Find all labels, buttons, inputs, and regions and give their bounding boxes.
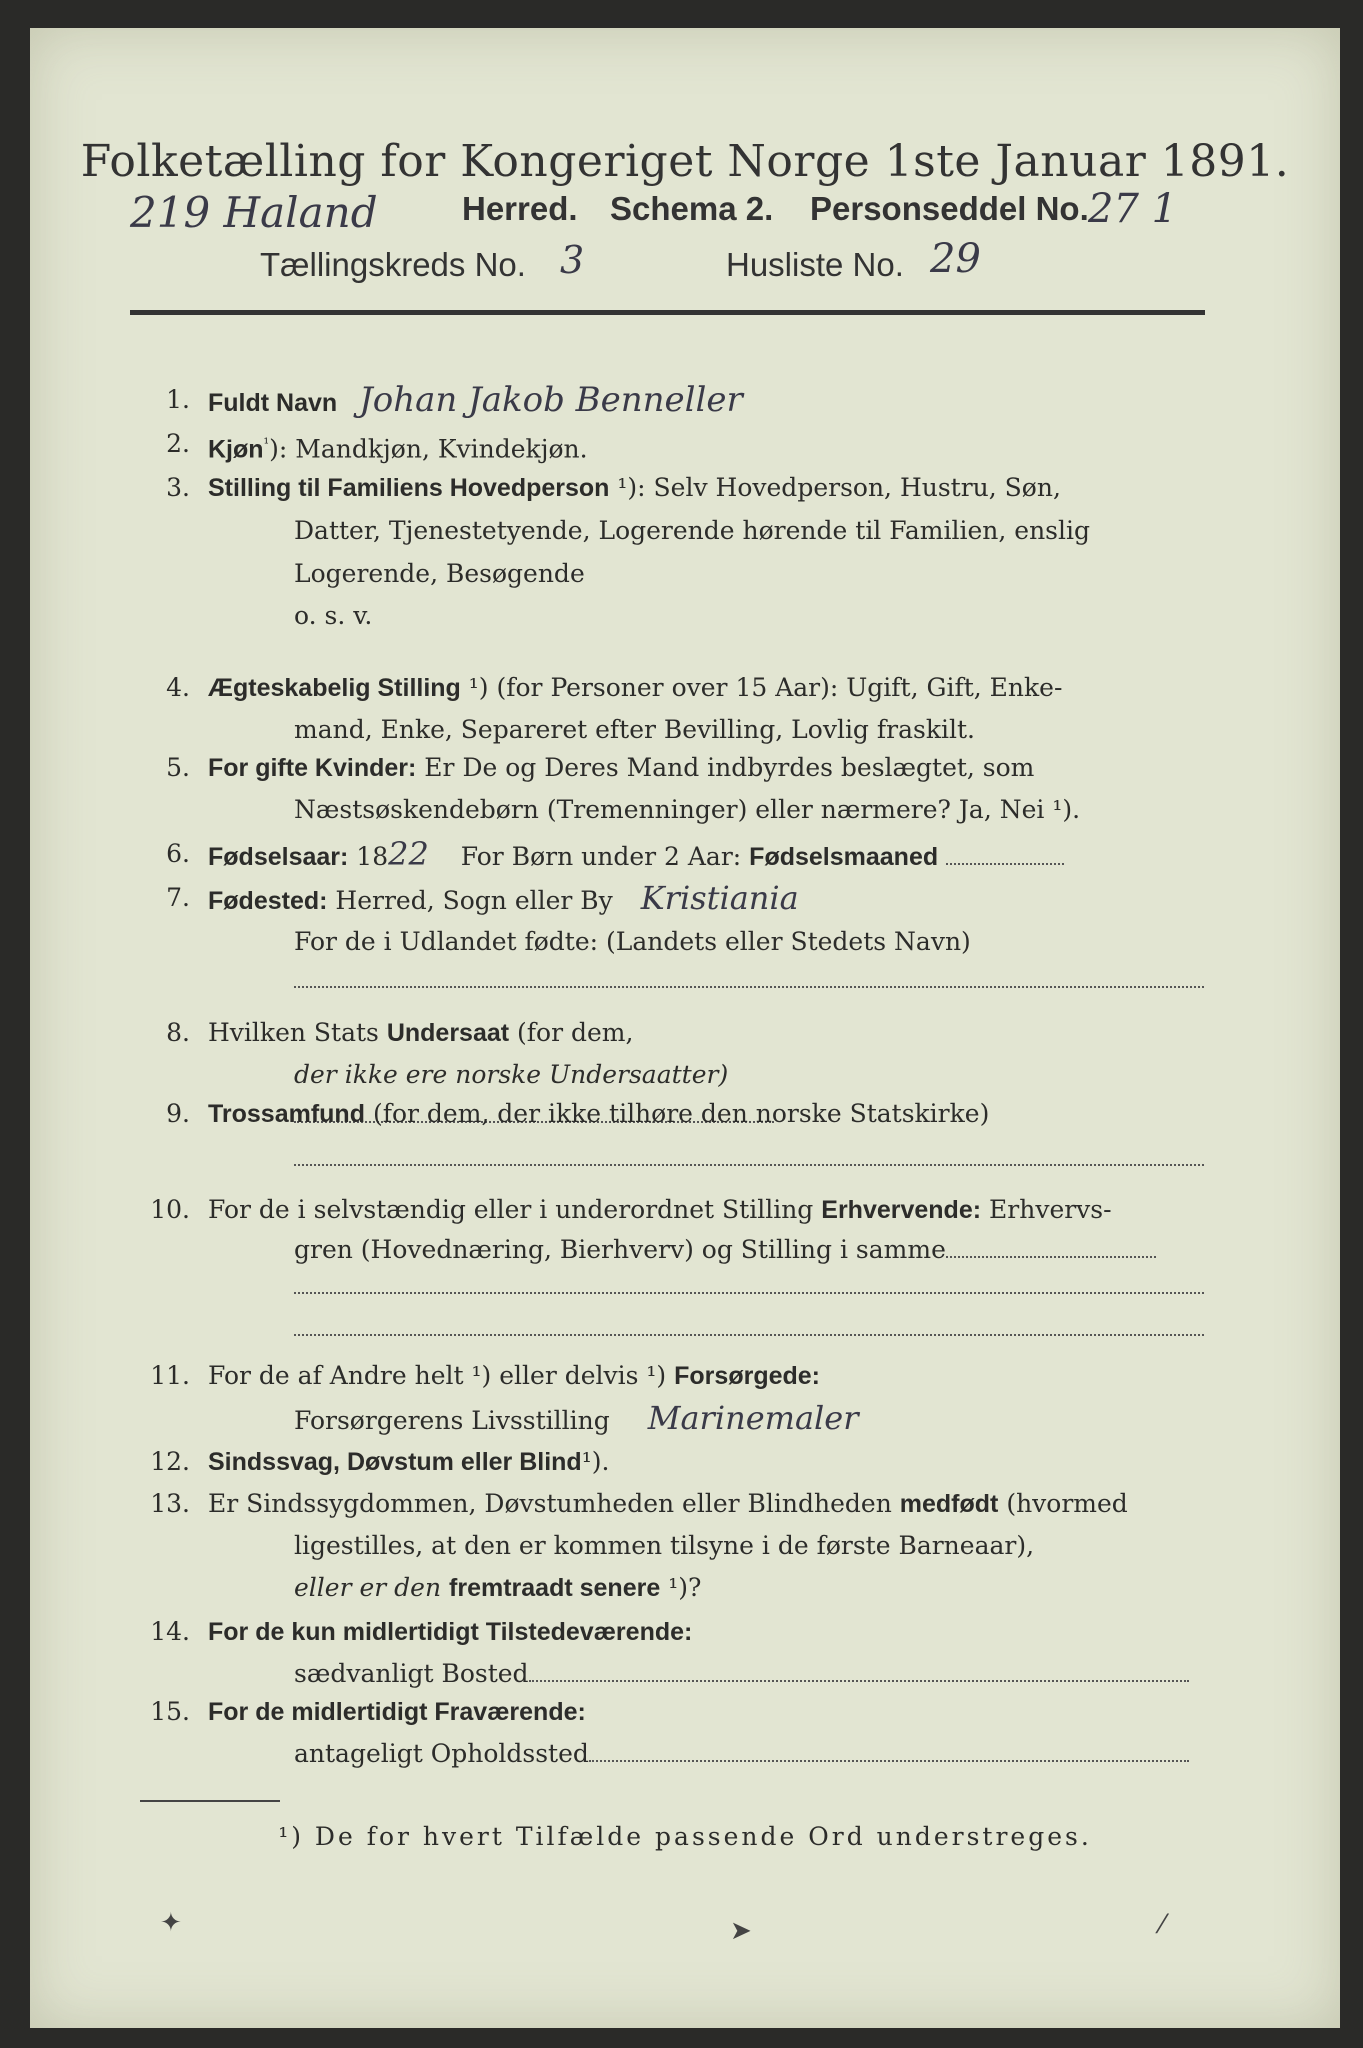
disability-text: ¹). bbox=[581, 1447, 610, 1476]
occupation-text-3: gren (Hovednæring, Bierhverv) og Stilling i samme bbox=[294, 1235, 946, 1264]
item-number: 6. bbox=[166, 839, 190, 868]
footnote-rule bbox=[140, 1800, 280, 1802]
item-number: 11. bbox=[150, 1361, 190, 1390]
item-number: 15. bbox=[150, 1697, 190, 1726]
marital-options-2: mand, Enke, Separeret efter Bevilling, Lovlig fraskilt. bbox=[294, 715, 975, 744]
item-number: 8. bbox=[166, 1018, 190, 1047]
item-3 bbox=[130, 468, 1205, 638]
temporary-present-label: For de kun midlertidigt Tilstedeværende: bbox=[208, 1618, 693, 1646]
form-title: Folketælling for Kongeriget Norge 1ste Januar 1891. bbox=[80, 136, 1290, 187]
item-number: 1. bbox=[166, 385, 190, 414]
congenital-text-4: eller er den bbox=[294, 1573, 442, 1602]
item-number: 5. bbox=[166, 753, 190, 782]
occupation-field-2 bbox=[294, 1292, 1204, 1294]
item-number: 12. bbox=[150, 1447, 190, 1476]
supported-text-1: For de af Andre helt ¹) eller delvis ¹) bbox=[208, 1361, 667, 1390]
congenital-text-5: ¹)? bbox=[668, 1573, 702, 1602]
birthplace-text: Herred, Sogn eller By bbox=[335, 886, 613, 915]
citizenship-text-1: Hvilken Stats bbox=[208, 1018, 379, 1047]
religion-field bbox=[294, 1164, 1204, 1166]
position-options-2: Datter, Tjenestetyende, Logerende hørende til Familien, enslig bbox=[294, 516, 1091, 545]
schema-label: Schema 2. bbox=[610, 190, 774, 227]
item-number: 7. bbox=[166, 883, 190, 912]
usual-residence-field bbox=[529, 1680, 1189, 1682]
footnote: ¹) De for hvert Tilfælde passende Ord understreges. bbox=[278, 1822, 1092, 1851]
item-7 bbox=[130, 878, 1205, 998]
item-number: 9. bbox=[166, 1099, 190, 1128]
corner-mark-center: ➤ bbox=[730, 1916, 752, 1946]
sex-label: Kjøn bbox=[208, 435, 264, 464]
item-number: 14. bbox=[150, 1617, 190, 1646]
birthplace-value: Kristiania bbox=[640, 879, 799, 917]
item-2 bbox=[130, 424, 1205, 464]
occupation-text-2: Erhvervs- bbox=[989, 1195, 1112, 1224]
marital-options-1: ¹) (for Personer over 15 Aar): Ugift, Gift, Enke- bbox=[468, 673, 1063, 702]
occupation-line-2 bbox=[294, 1230, 1205, 1270]
item-content bbox=[208, 1442, 1205, 1482]
birth-year-label: Fødselsaar: bbox=[208, 843, 349, 871]
religion-text: (for dem, der ikke tilhøre den norske Statskirke) bbox=[372, 1099, 990, 1128]
item-10 bbox=[130, 1190, 1205, 1340]
header-rule bbox=[130, 310, 1205, 315]
temporary-absent-line-2 bbox=[294, 1734, 1205, 1774]
position-options-3: Logerende, Besøgende bbox=[294, 559, 585, 588]
item-content bbox=[208, 878, 1205, 921]
item-content bbox=[208, 668, 1205, 708]
item-number: 3. bbox=[166, 473, 190, 502]
supported-line-2 bbox=[294, 1398, 1205, 1441]
item-6 bbox=[130, 834, 1205, 874]
item-5 bbox=[130, 748, 1205, 838]
item-number: 10. bbox=[150, 1195, 190, 1224]
citizenship-text-2: (for dem, bbox=[517, 1018, 634, 1047]
personseddel-value: 27 1 bbox=[1088, 186, 1178, 232]
item-content bbox=[208, 1612, 1205, 1652]
birth-year-prefix: 18 bbox=[356, 842, 389, 871]
supported-label: Forsørgede: bbox=[674, 1362, 820, 1390]
footnote-marker: ¹ bbox=[263, 436, 270, 452]
item-content bbox=[208, 1692, 1205, 1732]
occupation-label: Erhvervende: bbox=[821, 1196, 982, 1224]
item-content bbox=[208, 1013, 1205, 1053]
full-name-value: Johan Jakob Benneller bbox=[359, 380, 743, 420]
under-two-text: For Børn under 2 Aar: bbox=[460, 842, 742, 871]
occupation-field-1 bbox=[946, 1256, 1156, 1258]
position-label: Stilling til Familiens Hovedperson bbox=[208, 474, 610, 502]
item-12 bbox=[130, 1442, 1205, 1482]
full-name-label: Fuldt Navn bbox=[208, 389, 338, 417]
handwritten-municipality: 219 Haland bbox=[130, 188, 378, 237]
corner-mark-left: ✦ bbox=[160, 1908, 182, 1938]
item-13 bbox=[130, 1484, 1205, 1614]
citizenship-text-3: der ikke ere norske Undersaatter) bbox=[294, 1060, 729, 1089]
disability-label: Sindssvag, Døvstum eller Blind bbox=[208, 1448, 582, 1476]
supporter-occupation-text: Forsørgerens Livsstilling bbox=[294, 1406, 610, 1435]
occupation-field-3 bbox=[294, 1334, 1204, 1336]
item-1 bbox=[130, 380, 1205, 420]
kreds-label: Tællingskreds No. bbox=[260, 246, 526, 283]
item-9 bbox=[130, 1094, 1205, 1174]
birth-month-label: Fødselsmaaned bbox=[749, 843, 939, 871]
congenital-text-2: (hvormed bbox=[1006, 1489, 1128, 1518]
congenital-line-3 bbox=[294, 1568, 1205, 1608]
sex-options: ): Mandkjøn, Kvindekjøn. bbox=[269, 434, 588, 464]
marital-label: Ægteskabelig Stilling bbox=[208, 674, 461, 702]
temporary-present-line-2 bbox=[294, 1654, 1205, 1694]
birthplace-label: Fødested: bbox=[208, 887, 328, 915]
congenital-text-3: ligestilles, at den er kommen tilsyne i de første Barneaar), bbox=[294, 1531, 1035, 1560]
item-11 bbox=[130, 1356, 1205, 1446]
item-content bbox=[208, 834, 1205, 877]
item-content bbox=[208, 748, 1205, 788]
probable-residence-text: antageligt Opholdssted bbox=[294, 1739, 589, 1768]
congenital-text-1: Er Sindssygdommen, Døvstumheden eller Blindheden bbox=[208, 1489, 892, 1518]
item-15 bbox=[130, 1692, 1205, 1782]
item-content bbox=[208, 1356, 1205, 1396]
husliste-label: Husliste No. bbox=[726, 246, 904, 283]
temporary-absent-label: For de midlertidigt Fraværende: bbox=[208, 1698, 586, 1726]
probable-residence-field bbox=[589, 1760, 1189, 1762]
item-8 bbox=[130, 1013, 1205, 1103]
item-content bbox=[208, 424, 1205, 469]
item-number: 13. bbox=[150, 1489, 190, 1518]
position-options-4: o. s. v. bbox=[294, 601, 373, 630]
married-women-text-2: Næstsøskendebørn (Tremenninger) eller nærmere? Ja, Nei ¹). bbox=[294, 795, 1081, 824]
item-number: 2. bbox=[166, 429, 190, 458]
foreign-born-field bbox=[294, 986, 1204, 988]
item-content bbox=[208, 468, 1205, 508]
personseddel-label: Personseddel No. bbox=[810, 190, 1089, 227]
religion-label: Trossamfund bbox=[208, 1100, 365, 1128]
corner-mark-right: ⁄ bbox=[1160, 1910, 1165, 1940]
item-number: 4. bbox=[166, 673, 190, 702]
census-form-page bbox=[30, 28, 1340, 2028]
item-content bbox=[208, 380, 1205, 423]
herred-label: Herred. bbox=[462, 190, 578, 227]
item-14 bbox=[130, 1612, 1205, 1702]
birth-year-value: 22 bbox=[388, 835, 429, 873]
kreds-value: 3 bbox=[560, 238, 585, 282]
item-4 bbox=[130, 668, 1205, 758]
supporter-occupation-value: Marinemaler bbox=[647, 1399, 859, 1437]
usual-residence-text: sædvanligt Bosted bbox=[294, 1659, 529, 1688]
husliste-value: 29 bbox=[930, 236, 981, 282]
married-women-text-1: Er De og Deres Mand indbyrdes beslægtet, som bbox=[424, 753, 1035, 782]
item-content bbox=[208, 1484, 1205, 1524]
later-onset-label: fremtraadt senere bbox=[449, 1574, 661, 1602]
citizenship-label: Undersaat bbox=[386, 1019, 510, 1047]
position-options-1: ¹): Selv Hovedperson, Hustru, Søn, bbox=[617, 473, 1061, 502]
occupation-text-1: For de i selvstændig eller i underordnet Stilling bbox=[208, 1195, 814, 1224]
foreign-born-text: For de i Udlandet fødte: (Landets eller Stedets Navn) bbox=[294, 927, 971, 956]
item-content bbox=[208, 1190, 1205, 1230]
married-women-label: For gifte Kvinder: bbox=[208, 754, 417, 782]
birth-month-field bbox=[946, 863, 1064, 865]
congenital-label: medfødt bbox=[899, 1490, 999, 1518]
item-content bbox=[208, 1094, 1205, 1134]
